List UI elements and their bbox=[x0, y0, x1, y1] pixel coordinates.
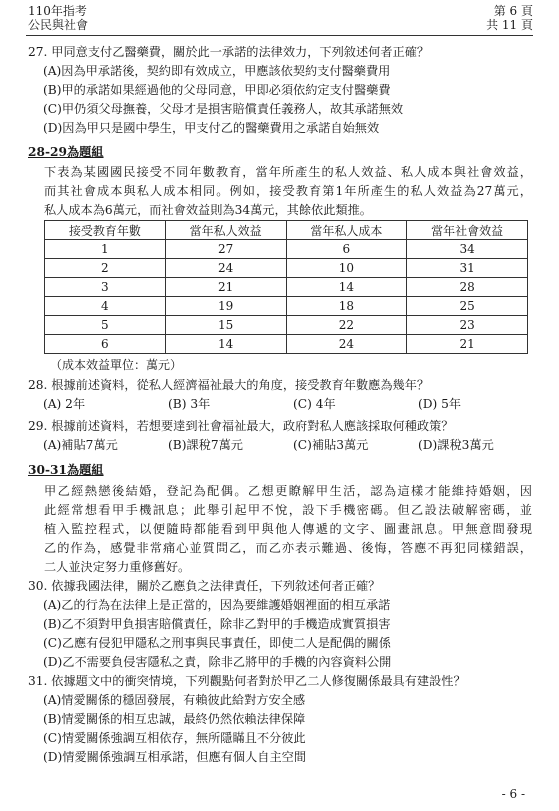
question-31-option-b: (B)情愛關係的相互忠誠，最終仍然依賴法律保障 bbox=[43, 712, 306, 726]
question-30-option-b: (B)乙不須對甲負損害賠償責任，除非乙對甲的手機造成實質損害 bbox=[43, 617, 391, 631]
passage-line: 乙的作為，感覺非常痛心並質問乙，而乙亦表示難過、後悔，答應不再犯同樣錯誤， bbox=[44, 541, 532, 555]
question-29-option-d: (D)課稅3萬元 bbox=[418, 438, 494, 452]
table-cell: 15 bbox=[165, 316, 286, 335]
intro-line: 下表為某國國民接受不同年數教育，當年所產生的私人效益、私人成本與社會效益， bbox=[44, 165, 532, 179]
question-30-option-d: (D)乙不需要負侵害隱私之責，除非乙將甲的手機的內容資料公開 bbox=[43, 655, 392, 669]
education-benefit-table bbox=[44, 220, 528, 354]
table-header-row bbox=[45, 221, 528, 240]
table-cell: 23 bbox=[407, 316, 528, 335]
question-28-option-d: (D) 5年 bbox=[418, 397, 462, 411]
question-29-option-c: (C)補貼3萬元 bbox=[293, 438, 369, 452]
question-31-stem: 31. 依據題文中的衝突情境，下列觀點何者對於甲乙二人修復關係最具有建設性？ bbox=[28, 674, 466, 688]
question-28-stem: 28. 根據前述資料，從私人經濟福祉最大的角度，接受教育年數應為幾年？ bbox=[28, 378, 430, 392]
table-cell: 14 bbox=[286, 278, 407, 297]
table-row bbox=[45, 297, 528, 316]
question-30-option-a: (A)乙的行為在法律上是正當的，因為要維護婚姻裡面的相互承諾 bbox=[43, 598, 391, 612]
question-27-option-b: (B)甲的承諾如果經過他的父母同意，甲即必須依約定支付醫藥費 bbox=[43, 83, 391, 97]
column-header: 接受教育年數 bbox=[45, 221, 166, 240]
passage-line: 植入監控程式，以便隨時都能看到甲與他人傳遞的文字、圖畫訊息。甲無意間發現 bbox=[44, 522, 532, 536]
table-cell: 21 bbox=[407, 335, 528, 354]
total-pages: 共 11 頁 bbox=[486, 18, 533, 32]
passage-line: 此經常想看甲手機訊息；此舉引起甲不悅，設下手機密碼。但乙設法破解密碼，並 bbox=[44, 503, 532, 517]
question-27-option-a: (A)因為甲承諾後，契約即有效成立，甲應該依契約支付醫藥費用 bbox=[43, 64, 391, 78]
question-28-option-c: (C) 4年 bbox=[293, 397, 336, 411]
page-header-right bbox=[486, 4, 533, 32]
question-29-option-a: (A)補貼7萬元 bbox=[43, 438, 118, 452]
table-row bbox=[45, 240, 528, 259]
table-cell: 25 bbox=[407, 297, 528, 316]
table-cell: 1 bbox=[45, 240, 166, 259]
table-row bbox=[45, 335, 528, 354]
table-cell: 2 bbox=[45, 259, 166, 278]
table-cell: 6 bbox=[286, 240, 407, 259]
question-27-stem: 27. 甲同意支付乙醫藥費，關於此一承諾的法律效力，下列敘述何者正確？ bbox=[28, 45, 430, 59]
question-27-option-c: (C)甲仍須父母撫養，父母才是損害賠償責任義務人，故其承諾無效 bbox=[43, 102, 404, 116]
question-group-28-29-title: 28-29為題組 bbox=[28, 145, 104, 159]
table-cell: 4 bbox=[45, 297, 166, 316]
table-cell: 31 bbox=[407, 259, 528, 278]
question-28-option-b: (B) 3年 bbox=[168, 397, 211, 411]
passage-line: 甲乙經熱戀後結婚，登記為配偶。乙想更瞭解甲生活，認為這樣才能維持婚姻，因 bbox=[44, 484, 532, 498]
question-30-stem: 30. 依據我國法律，關於乙應負之法律責任，下列敘述何者正確？ bbox=[28, 579, 381, 593]
table-cell: 19 bbox=[165, 297, 286, 316]
table-unit-note: （成本效益單位：萬元） bbox=[50, 358, 183, 372]
question-group-28-29-intro bbox=[44, 163, 532, 220]
table-cell: 24 bbox=[286, 335, 407, 354]
page-indicator: 第 6 頁 bbox=[493, 4, 533, 18]
table-cell: 18 bbox=[286, 297, 407, 316]
page-number: - 6 - bbox=[501, 787, 525, 801]
table-cell: 22 bbox=[286, 316, 407, 335]
question-31-option-c: (C)情愛關係強調互相依存，無所隱瞞且不分彼此 bbox=[43, 731, 306, 745]
table-cell: 5 bbox=[45, 316, 166, 335]
question-31-option-d: (D)情愛關係強調互相承諾，但應有個人自主空間 bbox=[43, 750, 307, 764]
subject-name: 公民與社會 bbox=[28, 18, 89, 32]
table-cell: 6 bbox=[45, 335, 166, 354]
table-row bbox=[45, 316, 528, 335]
question-29-options bbox=[43, 436, 533, 455]
table-cell: 3 bbox=[45, 278, 166, 297]
question-27-option-d: (D)因為甲只是國中學生，甲支付乙的醫藥費用之承諾自始無效 bbox=[43, 121, 380, 135]
table-cell: 28 bbox=[407, 278, 528, 297]
table-cell: 34 bbox=[407, 240, 528, 259]
exam-name: 110年指考 bbox=[28, 4, 87, 18]
question-group-30-31-passage bbox=[44, 482, 532, 577]
question-29-stem: 29. 根據前述資料，若想要達到社會福祉最大，政府對私人應該採取何種政策？ bbox=[28, 419, 454, 433]
page-header-left bbox=[28, 4, 88, 32]
column-header: 當年社會效益 bbox=[407, 221, 528, 240]
table-cell: 10 bbox=[286, 259, 407, 278]
intro-line: 私人成本為6萬元，而社會效益則為34萬元，其餘依此類推。 bbox=[44, 203, 372, 217]
table-cell: 21 bbox=[165, 278, 286, 297]
table-row bbox=[45, 278, 528, 297]
question-30-option-c: (C)乙應有侵犯甲隱私之刑事與民事責任，即使二人是配偶的關係 bbox=[43, 636, 391, 650]
column-header: 當年私人成本 bbox=[286, 221, 407, 240]
question-28-options bbox=[43, 395, 533, 414]
table-row bbox=[45, 259, 528, 278]
table-cell: 27 bbox=[165, 240, 286, 259]
question-29-option-b: (B)課稅7萬元 bbox=[168, 438, 243, 452]
passage-line: 二人並決定努力重修舊好。 bbox=[44, 560, 191, 574]
table-cell: 14 bbox=[165, 335, 286, 354]
table-cell: 24 bbox=[165, 259, 286, 278]
question-28-option-a: (A) 2年 bbox=[43, 397, 86, 411]
intro-line: 而其社會成本與私人成本相同。例如，接受教育第1年所產生的私人效益為27萬元， bbox=[44, 184, 532, 198]
column-header: 當年私人效益 bbox=[165, 221, 286, 240]
question-31-option-a: (A)情愛關係的穩固發展，有賴彼此給對方安全感 bbox=[43, 693, 306, 707]
question-group-30-31-title: 30-31為題組 bbox=[28, 463, 104, 477]
header-divider bbox=[26, 35, 533, 36]
